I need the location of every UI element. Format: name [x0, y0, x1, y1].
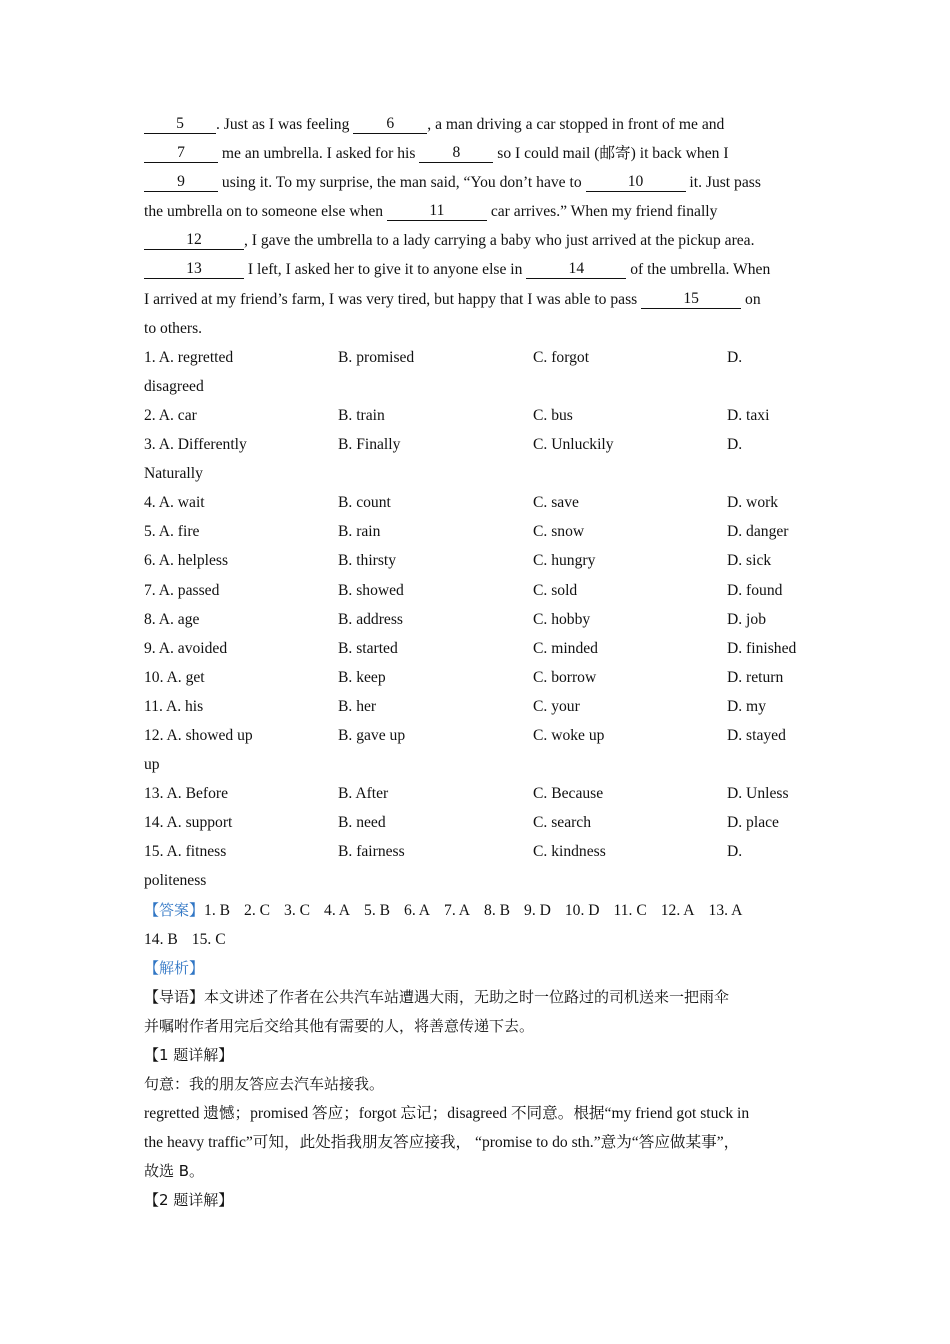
option-a: 9. A. avoided	[144, 639, 228, 657]
option-c: C. woke up	[533, 726, 605, 744]
option-b: B. showed	[338, 581, 404, 599]
q1-line-1: 句意：我的朋友答应去汽车站接我。	[144, 1075, 385, 1094]
option-wrap-text: disagreed	[144, 377, 204, 395]
answer-item: 7. A	[444, 901, 471, 919]
blank-8: 8	[419, 144, 493, 163]
options-list	[144, 343, 808, 896]
document-page	[144, 110, 808, 1216]
answer-line-1	[144, 896, 808, 925]
answer-line-2	[144, 925, 808, 954]
q1-line-2: regretted 遗憾；promised 答应；forgot 忘记；disagreed 不同意。根据“my friend got stuck in	[144, 1105, 750, 1123]
option-c: C. minded	[533, 639, 598, 657]
answer-item: 10. D	[564, 901, 600, 919]
option-d: D.	[727, 348, 743, 366]
option-d: D. stayed	[727, 726, 786, 744]
answer-item: 1. B	[204, 901, 231, 919]
q1-heading: 【1 题详解】	[144, 1046, 234, 1064]
option-row	[144, 721, 808, 750]
option-row	[144, 546, 808, 575]
option-d: D. found	[727, 581, 783, 599]
option-row	[144, 517, 808, 546]
q1-line-4: 故选 B。	[144, 1162, 205, 1181]
passage-line-7: I arrived at my friend’s farm, I was very tired, but happy that I was able to pass 15 on	[144, 289, 761, 308]
option-c: C. bus	[533, 406, 573, 424]
answer-item: 6. A	[404, 901, 431, 919]
option-row	[144, 837, 808, 866]
blank-9: 9	[144, 173, 218, 192]
option-a: 5. A. fire	[144, 523, 200, 541]
option-b: B. After	[338, 785, 389, 803]
passage-line-2: 7 me an umbrella. I asked for his 8 so I could mail (邮寄) it back when I	[144, 139, 808, 168]
option-row	[144, 634, 808, 663]
option-b: B. train	[338, 406, 385, 424]
option-d: D.	[727, 843, 743, 861]
blank-13: 13	[144, 260, 244, 279]
option-a: 6. A. helpless	[144, 552, 229, 570]
option-c: C. sold	[533, 581, 578, 599]
option-a: 13. A. Before	[144, 785, 229, 803]
answer-label: 【答案】	[144, 900, 205, 919]
option-c: C. borrow	[533, 668, 597, 686]
option-a: 14. A. support	[144, 814, 233, 832]
option-d: D. work	[727, 494, 779, 512]
blank-10: 10	[586, 173, 686, 192]
option-wrap-text: up	[144, 756, 160, 774]
option-b: B. Finally	[338, 436, 401, 454]
option-d: D. place	[727, 814, 779, 832]
passage-line-5: 12 , I gave the umbrella to a lady carrying a baby who just arrived at the pickup area.	[144, 226, 808, 255]
option-a: 4. A. wait	[144, 494, 205, 512]
blank-6: 6	[353, 115, 427, 134]
answer-item: 13. A	[708, 901, 743, 919]
option-row	[144, 808, 808, 837]
option-row	[144, 692, 808, 721]
option-wrap-text: politeness	[144, 872, 207, 890]
q1-line-3: the heavy traffic”可知，此处指我朋友答应接我， “promise to do sth.”意为“答应做某事”，	[144, 1134, 740, 1152]
passage-line-8: to others.	[144, 319, 203, 337]
analysis-intro-1: 【导语】本文讲述了作者在公共汽车站遭遇大雨，无助之时一位路过的司机送来一把雨伞	[144, 987, 730, 1006]
option-d: D. taxi	[727, 406, 770, 424]
blank-12: 12	[144, 231, 244, 250]
option-a: 15. A. fitness	[144, 843, 227, 861]
option-c: C. save	[533, 494, 579, 512]
option-d: D. Unless	[727, 785, 789, 803]
option-b: B. her	[338, 697, 377, 715]
analysis-label: 【解析】	[144, 958, 205, 977]
passage-line-4: the umbrella on to someone else when 11 car arrives.” When my friend finally	[144, 202, 718, 221]
option-row	[144, 401, 808, 430]
option-a: 10. A. get	[144, 668, 205, 686]
option-wrap-text: Naturally	[144, 465, 203, 483]
option-d: D. finished	[727, 639, 797, 657]
blank-15: 15	[641, 290, 741, 309]
option-b: B. thirsty	[338, 552, 397, 570]
answer-item: 5. B	[364, 901, 391, 919]
analysis-line	[144, 954, 808, 983]
option-a: 1. A. regretted	[144, 348, 234, 366]
option-row	[144, 605, 808, 634]
answer-item: 8. B	[484, 901, 511, 919]
option-b: B. gave up	[338, 726, 406, 744]
blank-11: 11	[387, 202, 487, 221]
option-row	[144, 663, 808, 692]
option-b: B. rain	[338, 523, 381, 541]
answer-item: 9. D	[524, 901, 551, 919]
answer-item: 11. C	[613, 901, 647, 919]
option-a: 12. A. showed up	[144, 726, 253, 744]
option-d: D. job	[727, 610, 766, 628]
passage-line-1: 5 . Just as I was feeling 6 , a man driving a car stopped in front of me and	[144, 110, 808, 139]
option-a: 11. A. his	[144, 697, 204, 715]
answer-item: 14. B	[144, 930, 178, 948]
option-c: C. Because	[533, 785, 604, 803]
option-d: D. danger	[727, 523, 789, 541]
answer-item: 4. A	[324, 901, 351, 919]
answer-item: 3. C	[284, 901, 311, 919]
option-a: 7. A. passed	[144, 581, 220, 599]
passage-line-6: 13 I left, I asked her to give it to anyone else in 14 of the umbrella. When	[144, 255, 808, 284]
option-a: 3. A. Differently	[144, 436, 247, 454]
option-c: C. forgot	[533, 348, 590, 366]
blank-7: 7	[144, 144, 218, 163]
option-row	[144, 779, 808, 808]
blank-14: 14	[526, 260, 626, 279]
option-c: C. Unluckily	[533, 436, 614, 454]
answer-item: 12. A	[660, 901, 695, 919]
option-c: C. search	[533, 814, 592, 832]
option-d: D. return	[727, 668, 784, 686]
option-d: D. sick	[727, 552, 772, 570]
option-c: C. kindness	[533, 843, 606, 861]
option-row	[144, 343, 808, 372]
option-c: C. snow	[533, 523, 585, 541]
analysis-intro-2: 并嘱咐作者用完后交给其他有需要的人，将善意传递下去。	[144, 1016, 535, 1035]
q2-heading: 【2 题详解】	[144, 1191, 234, 1210]
option-b: B. address	[338, 610, 403, 628]
option-c: C. hungry	[533, 552, 596, 570]
option-row	[144, 430, 808, 459]
option-row	[144, 576, 808, 605]
option-b: B. need	[338, 814, 386, 832]
answer-item: 2. C	[244, 901, 271, 919]
option-b: B. keep	[338, 668, 386, 686]
option-b: B. count	[338, 494, 391, 512]
option-b: B. fairness	[338, 843, 405, 861]
option-b: B. promised	[338, 348, 415, 366]
option-d: D. my	[727, 697, 766, 715]
option-row	[144, 488, 808, 517]
answer-item: 15. C	[191, 930, 226, 948]
option-d: D.	[727, 436, 743, 454]
option-b: B. started	[338, 639, 398, 657]
option-a: 2. A. car	[144, 406, 197, 424]
option-a: 8. A. age	[144, 610, 200, 628]
option-c: C. your	[533, 697, 580, 715]
option-c: C. hobby	[533, 610, 591, 628]
blank-5: 5	[144, 115, 216, 134]
passage-line-3: 9 using it. To my surprise, the man said, “You don’t have to 10 it. Just pass	[144, 168, 808, 197]
